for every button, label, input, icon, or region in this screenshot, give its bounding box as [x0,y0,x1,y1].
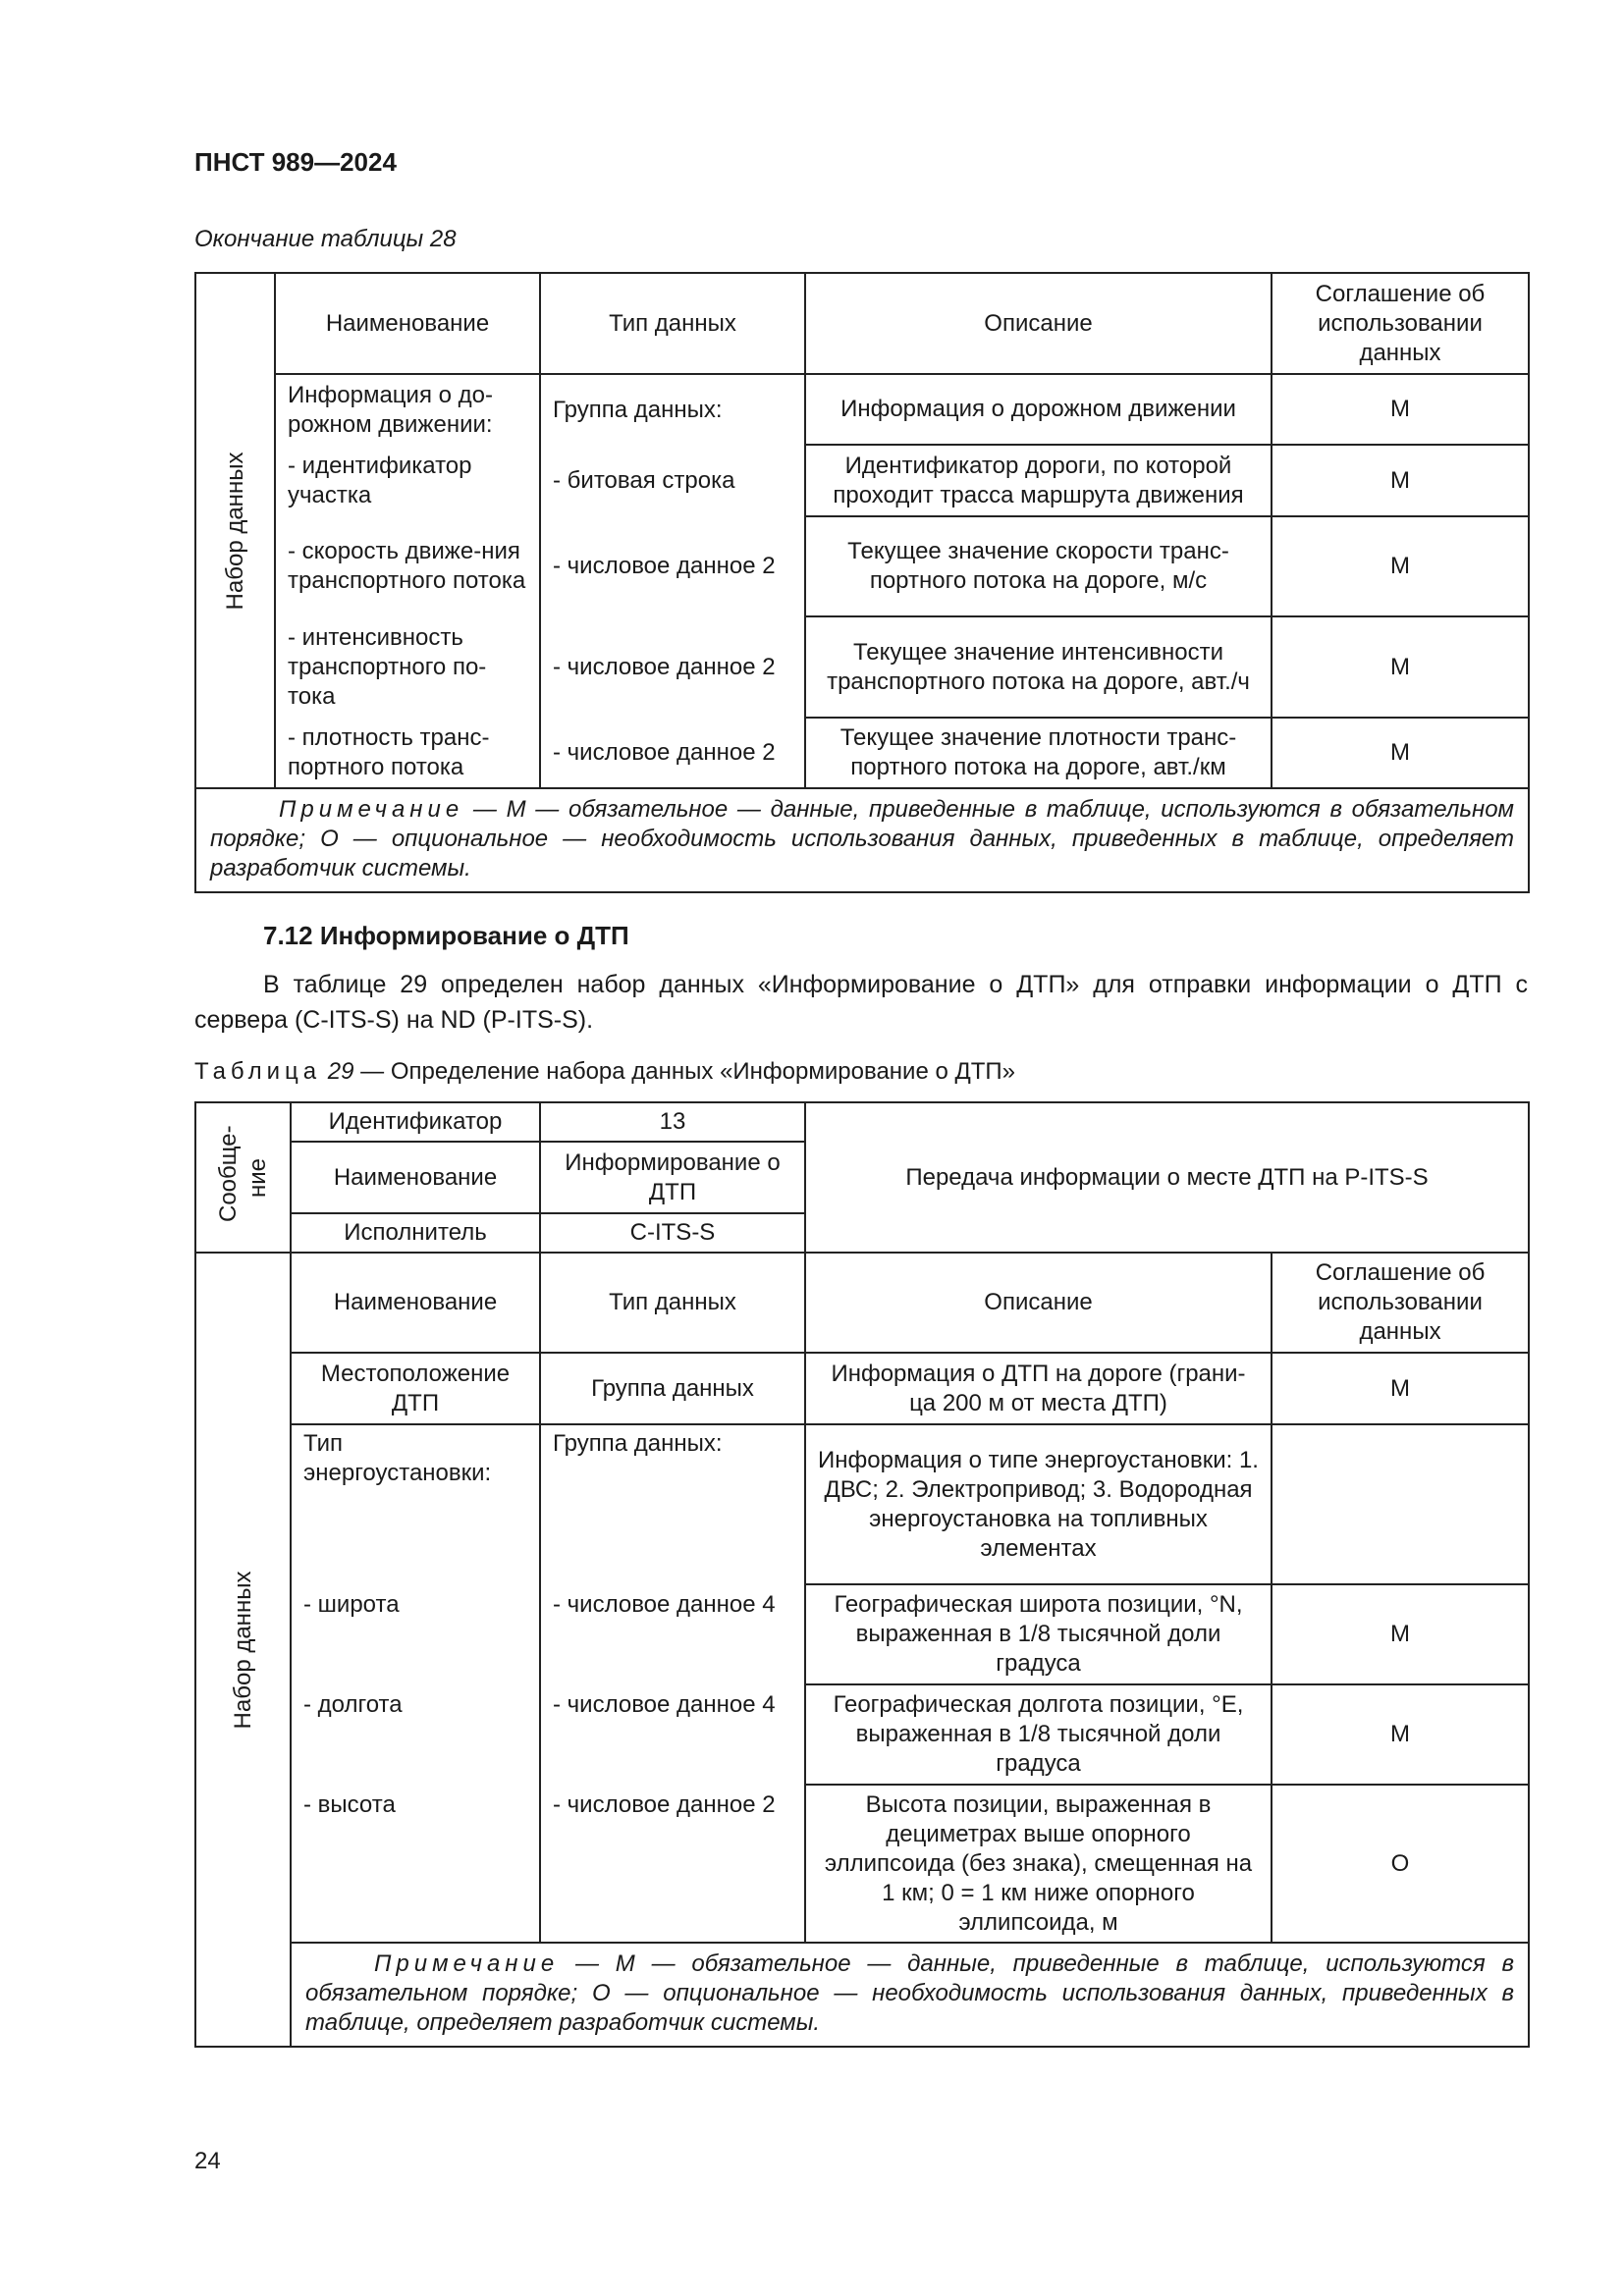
table-28-cell-name: Информация о до-рожном движении: [275,374,540,445]
message-name-label: Наименование [291,1142,540,1213]
message-transfer-description: Передача информации о месте ДТП на P-ITS-S [805,1102,1529,1253]
table-29-cell-name: - широта [291,1584,540,1684]
document-id: ПНСТ 989—2024 [194,147,397,177]
table-29-cell-type: - числовое данное 4 [540,1584,805,1684]
message-name-value: Информирование о ДТП [540,1142,805,1213]
table-29-header-name: Наименование [291,1253,540,1353]
table-28-cell-desc: Текущее значение плотности транс-портного потока на дороге, авт./км [805,718,1272,788]
message-id-value: 13 [540,1102,805,1142]
table-29-header-usage: Соглашение об использовании данных [1272,1253,1529,1353]
table-29-cell-desc: Географическая долгота позиции, °E, выраженная в 1/8 тысячной доли градуса [805,1684,1272,1785]
table-28-header-usage: Соглашение об использовании данных [1272,273,1529,374]
table-29-cell-type: Группа данных: [540,1424,805,1584]
table-29-header-desc: Описание [805,1253,1272,1353]
table-28-cell-name: - идентификатор участка [275,445,540,516]
table-29-cell-name: Местоположение ДТП [291,1353,540,1424]
section-paragraph: В таблице 29 определен набор данных «Информирование о ДТП» для отправки информации о ДТП с сервера (C-ITS-S) на ND (P-ITS-S). [194,971,1528,1034]
page-number: 24 [194,2148,221,2174]
table-29-cell-name: - долгота [291,1684,540,1785]
table-28-note: Примечание — М — обязательное — данные, приведенные в таблице, используются в обязательном порядке; О — опциональное — необходимость использования данных, приведенных в таблице, определяет разработчик системы. [195,788,1529,892]
table-29-cell-name: Тип энергоустановки: [291,1424,540,1584]
table-29-caption: Таблица 29 — Определение набора данных «Информирование о ДТП» [194,1058,1015,1085]
table-28-header-desc: Описание [805,273,1272,374]
table-29-cell-type: - числовое данное 4 [540,1684,805,1785]
table-28-continuation-caption: Окончание таблицы 28 [194,226,457,252]
table-28-cell-desc: Информация о дорожном движении [805,374,1272,445]
table-29-cell-desc: Географическая широта позиции, °N, выраженная в 1/8 тысячной доли градуса [805,1584,1272,1684]
message-id-label: Идентификатор [291,1102,540,1142]
table-28-cell-name: - скорость движе-ния транспортного потока [275,516,540,616]
table-29-cell-desc: Информация о типе энергоустановки: 1. ДВС; 2. Электропривод; 3. Водородная энергоустановка на топливных элементах [805,1424,1272,1584]
table-28-cell-type: - числовое данное 2 [540,516,805,616]
table-28-cell-name: - интенсивность транспортного по-тока [275,616,540,718]
table-28-header-name: Наименование [275,273,540,374]
table-28-cell-usage: М [1272,616,1529,718]
table-29-group-label: Набор данных [195,1253,291,2047]
table-29-cell-usage: О [1272,1785,1529,1943]
table-28-cell-usage: М [1272,445,1529,516]
table-28-cell-usage: М [1272,374,1529,445]
table-29-cell-desc: Информация о ДТП на дороге (грани-ца 200 м от места ДТП) [805,1353,1272,1424]
table-28-cell-type: - числовое данное 2 [540,616,805,718]
table-29-cell-usage: М [1272,1353,1529,1424]
table-28-cell-desc: Идентификатор дороги, по которой проходит трасса маршрута движения [805,445,1272,516]
table-28-cell-type: Группа данных: [540,374,805,445]
table-29-cell-desc: Высота позиции, выраженная в дециметрах выше опорного эллипсоида (без знака), смещенная на 1 км; 0 = 1 км ниже опорного эллипсоида, м [805,1785,1272,1943]
table-29-cell-usage: М [1272,1584,1529,1684]
table-28-header-type: Тип данных [540,273,805,374]
table-29-note: Примечание — М — обязательное — данные, приведенные в таблице, используются в обязательном порядке; О — опциональное — необходимость использования данных, приведенных в таблице, определяет разработчик системы. [291,1943,1529,2047]
table-29-cell-type: - числовое данное 2 [540,1785,805,1943]
table-29-cell-usage: М [1272,1684,1529,1785]
message-exec-value: C-ITS-S [540,1213,805,1253]
table-28-cell-name: - плотность транс-портного потока [275,718,540,788]
table-29-cell-usage [1272,1424,1529,1584]
table-28-cell-type: - битовая строка [540,445,805,516]
table-28-cell-usage: М [1272,718,1529,788]
table-28-cell-usage: М [1272,516,1529,616]
table-29 [194,1101,1530,2048]
table-28 [194,272,1530,893]
table-29-message-label: Сообще-ние [195,1102,291,1253]
message-exec-label: Исполнитель [291,1213,540,1253]
table-28-cell-desc: Текущее значение скорости транс-портного потока на дороге, м/с [805,516,1272,616]
table-28-group-label: Набор данных [195,273,275,788]
table-29-cell-type: Группа данных [540,1353,805,1424]
table-29-cell-name: - высота [291,1785,540,1943]
table-28-cell-desc: Текущее значение интенсивности транспортного потока на дороге, авт./ч [805,616,1272,718]
section-title: 7.12 Информирование о ДТП [263,921,629,950]
table-29-header-type: Тип данных [540,1253,805,1353]
table-28-cell-type: - числовое данное 2 [540,718,805,788]
